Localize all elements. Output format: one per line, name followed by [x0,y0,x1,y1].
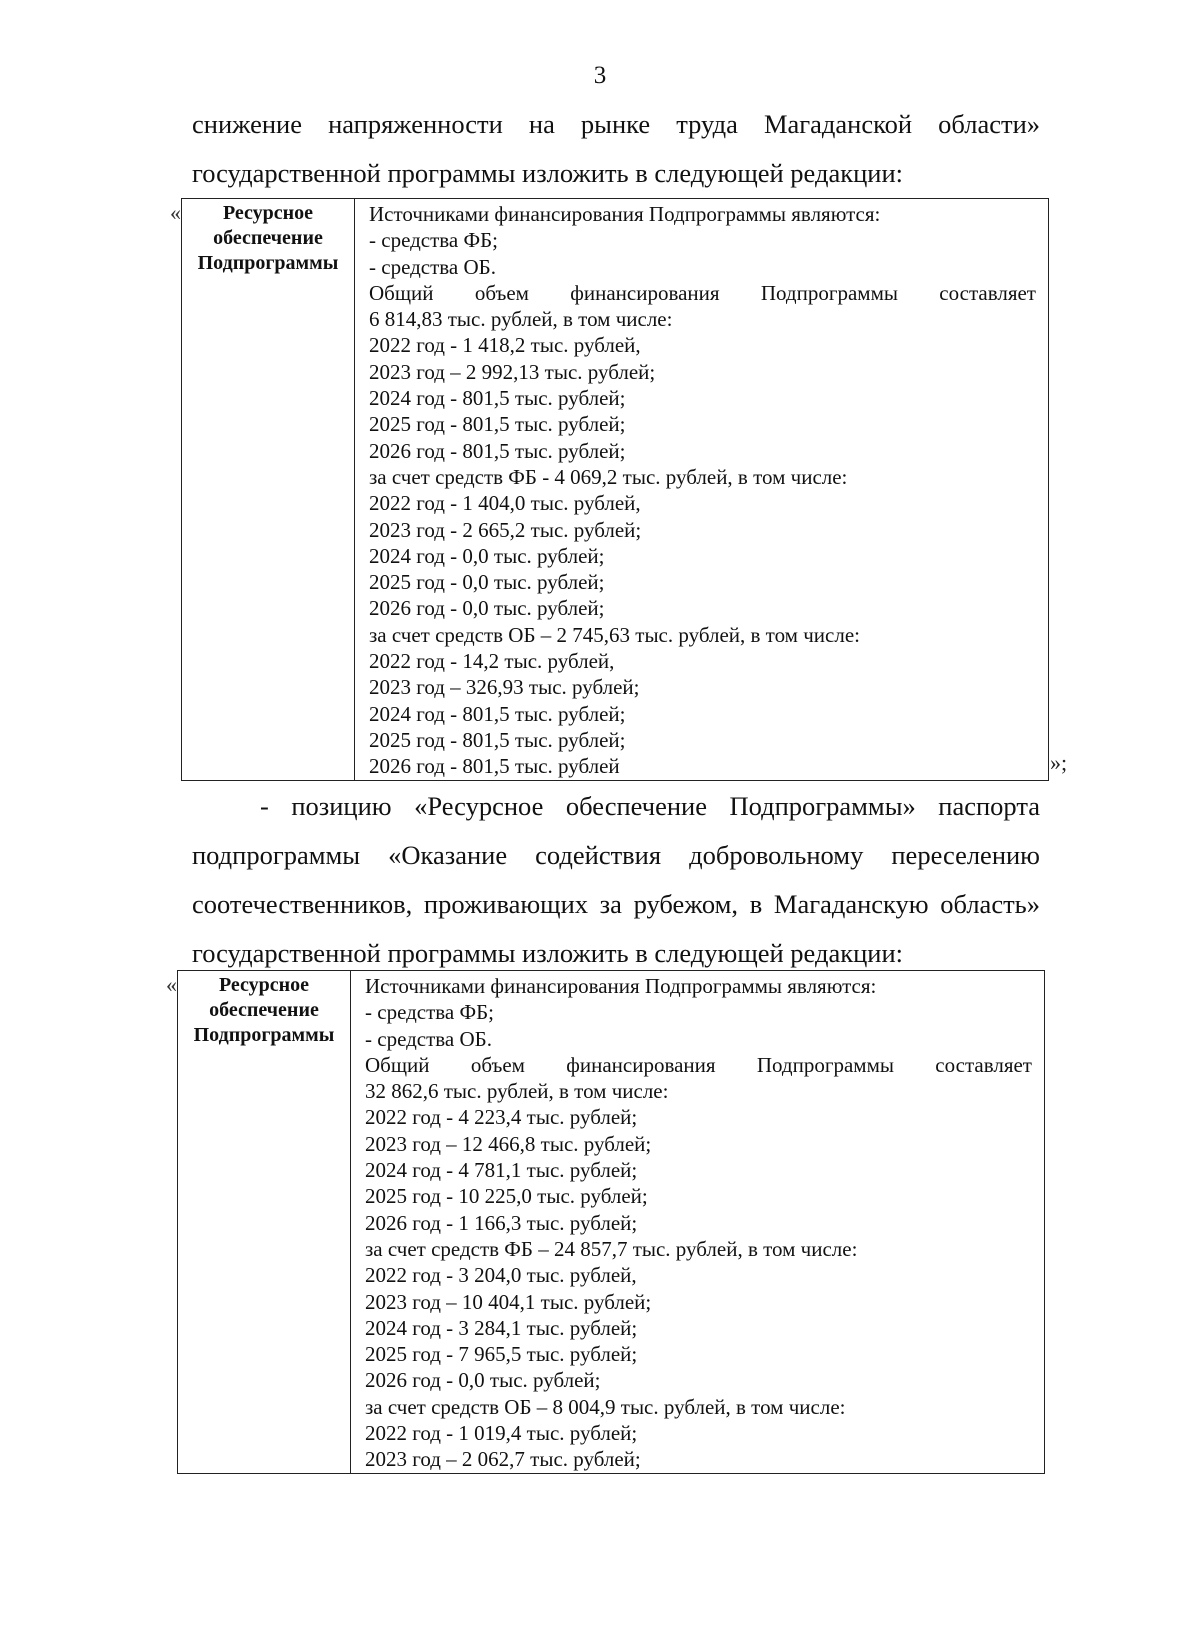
table1-line: 2026 год - 801,5 тыс. рублей [369,754,620,779]
table2-content-cell [351,971,1045,1474]
table1-line: 2022 год - 1 404,0 тыс. рублей, [369,491,641,516]
table1-line: 2023 год – 2 992,13 тыс. рублей; [369,359,656,384]
table2-line: 2022 год - 1 019,4 тыс. рублей; [365,1421,638,1446]
table2-label-line: обеспечение [209,999,319,1021]
table2-label-line: Ресурсное [218,974,310,996]
table2-line: 32 862,6 тыс. рублей, в том числе: [365,1079,669,1104]
middle-line: - позицию «Ресурсное обеспечение Подпрограммы» паспорта [260,791,1040,821]
table2-line: - средства ОБ. [365,1026,492,1051]
table2-line: Источниками финансирования Подпрограммы являются: [365,974,877,998]
table1-label-line: обеспечение [213,227,323,249]
table2-line: 2026 год - 0,0 тыс. рублей; [365,1368,601,1393]
table2-line: 2022 год - 3 204,0 тыс. рублей, [365,1263,637,1288]
intro-line: снижение напряженности на рынке труда Магаданской области» [192,109,1040,139]
table2-line: 2023 год – 12 466,8 тыс. рублей; [365,1131,652,1156]
table2-open-quote: « [166,972,177,997]
table1-content-cell [355,199,1049,781]
table1-line: 2026 год - 0,0 тыс. рублей; [369,596,605,621]
table2-line: 2024 год - 4 781,1 тыс. рублей; [365,1158,638,1183]
table1-line: - средства ФБ; [369,228,498,253]
table2-line: 2025 год - 7 965,5 тыс. рублей; [365,1342,638,1367]
table2-line: 2023 год – 10 404,1 тыс. рублей; [365,1289,652,1314]
table2-line: 2023 год – 2 062,7 тыс. рублей; [365,1447,641,1472]
intro-paragraph [192,100,1040,198]
table1-line: Общий объем финансирования Подпрограммы составляет [369,280,1036,305]
table1-line: 2025 год - 801,5 тыс. рублей; [369,412,626,437]
table2-line: - средства ФБ; [365,1000,494,1025]
table1-line: - средства ОБ. [369,254,496,279]
middle-paragraph [192,782,1040,978]
table2-line: 2026 год - 1 166,3 тыс. рублей; [365,1210,638,1235]
table1-label-line: Подпрограммы [197,252,339,274]
intro-line: государственной программы изложить в следующей редакции: [192,158,903,188]
table2-line: за счет средств ОБ – 8 004,9 тыс. рублей, в том числе: [365,1394,846,1419]
table1-line: за счет средств ОБ – 2 745,63 тыс. рублей, в том числе: [369,622,860,647]
middle-line: подпрограммы «Оказание содействия добровольному переселению [192,840,1040,870]
table1-line: 2024 год - 0,0 тыс. рублей; [369,543,605,568]
table1-open-quote: « [170,200,181,225]
table1-line: 2025 год - 0,0 тыс. рублей; [369,570,605,595]
table2-label-cell [178,971,351,1474]
table1-line: 2026 год - 801,5 тыс. рублей; [369,438,626,463]
table1-line: 2025 год - 801,5 тыс. рублей; [369,727,626,752]
table1-line: 2022 год - 14,2 тыс. рублей, [369,649,615,674]
table2-line: 2024 год - 3 284,1 тыс. рублей; [365,1315,638,1340]
middle-line: соотечественников, проживающих за рубежом, в Магаданскую область» [192,889,1040,919]
table2-line: 2022 год - 4 223,4 тыс. рублей; [365,1105,638,1130]
table1-line: Источниками финансирования Подпрограммы являются: [369,202,881,226]
table1-line: 2023 год – 326,93 тыс. рублей; [369,675,640,700]
table1-line: 2022 год - 1 418,2 тыс. рублей, [369,333,641,358]
table1-label-cell [182,199,355,781]
table2-line: 2025 год - 10 225,0 тыс. рублей; [365,1184,648,1209]
table2-line: за счет средств ФБ – 24 857,7 тыс. рублей, в том числе: [365,1236,858,1261]
resource-table-2 [177,970,1045,1474]
table1-line: 2024 год - 801,5 тыс. рублей; [369,386,626,411]
table1-label-line: Ресурсное [222,202,314,224]
resource-table-1 [181,198,1049,781]
table1-line: за счет средств ФБ - 4 069,2 тыс. рублей, в том числе: [369,464,848,489]
table1-line: 6 814,83 тыс. рублей, в том числе: [369,307,673,332]
table1-close-quote: »; [1050,750,1068,775]
middle-line: государственной программы изложить в следующей редакции: [192,938,903,968]
table1-line: 2023 год - 2 665,2 тыс. рублей; [369,517,642,542]
table1-line: 2024 год - 801,5 тыс. рублей; [369,701,626,726]
table2-line: Общий объем финансирования Подпрограммы составляет [365,1052,1032,1077]
page-number: 3 [593,62,607,89]
table2-label-line: Подпрограммы [193,1024,335,1046]
